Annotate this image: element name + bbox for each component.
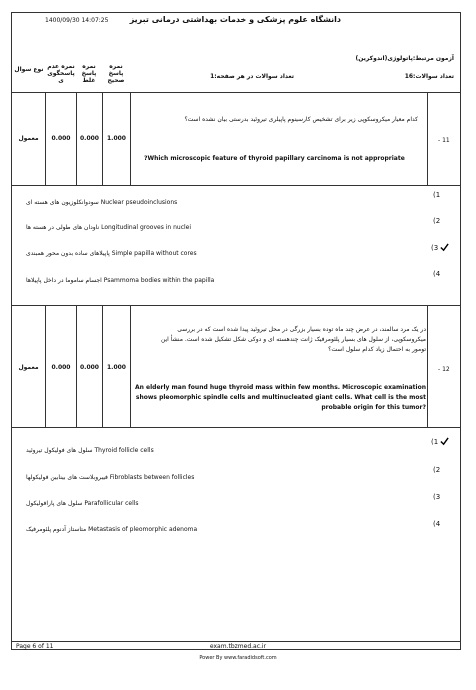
q11-option-1[interactable]: سودوانکلوزیون های هسته ای Nuclear pseudoinclusions bbox=[26, 199, 178, 206]
q11-col-sep-4 bbox=[130, 92, 131, 185]
q12-correct: 1.000 bbox=[107, 364, 126, 371]
q11-end-divider bbox=[11, 305, 461, 306]
header-divider bbox=[11, 92, 461, 93]
q12-type: معمول bbox=[18, 364, 39, 371]
q12-option-3[interactable]: سلول های پارافولیکول Parafollicular cells bbox=[26, 500, 139, 507]
check-icon bbox=[440, 437, 449, 446]
university-title: دانشگاه علوم پزشکی و خدمات بهداشتی درمانی تبریز bbox=[129, 15, 341, 24]
q11-number: - 11 bbox=[438, 137, 450, 144]
col-wrong: نمره پاسخ غلط bbox=[81, 63, 97, 84]
q11-option-4[interactable]: اجسام ساموما در داخل پاپیلاها Psammoma bodies within the papilla bbox=[26, 277, 215, 284]
q12-text-fa-2: میکروسکوپی، از سلول های بسیار پلئومرفیک ژانت چندهسته ای و دوکی شکل تشکیل شده است. منشأ این bbox=[160, 336, 426, 343]
q12-wrong: 0.000 bbox=[80, 364, 99, 371]
total-questions: تعداد سوالات:16 bbox=[404, 73, 454, 80]
q11-option-3-num: (3 bbox=[431, 244, 439, 252]
q12-option-4-num: (4 bbox=[433, 520, 441, 528]
print-datetime: 1400/09/30 14:07:25 bbox=[45, 17, 109, 24]
q12-option-2[interactable]: فیبروبلاست های بینابین فولیکولها Fibroblasts between follicles bbox=[26, 474, 195, 481]
q12-text-fa-3: تومور به احتمال زیاد کدام سلول است؟ bbox=[328, 346, 426, 353]
q11-divider bbox=[11, 185, 461, 186]
q12-text-en-3: ?probable origin for this tumor bbox=[321, 404, 426, 411]
q12-option-2-num: (2 bbox=[433, 466, 441, 474]
q12-option-4[interactable]: متاستاز آدنوم پلئومرفیک Metastasis of pleomorphic adenoma bbox=[26, 526, 198, 533]
q11-type: معمول bbox=[18, 135, 39, 142]
q11-option-3[interactable]: پاپیلاهای ساده بدون محور همبندی Simple papilla without cores bbox=[26, 250, 197, 257]
site-url[interactable]: exam.tbzmed.ac.ir bbox=[209, 643, 267, 650]
q11-text-en: ?Which microscopic feature of thyroid papillary carcinoma is not appropriate bbox=[144, 155, 405, 162]
footer-divider bbox=[11, 641, 461, 642]
q12-option-3-num: (3 bbox=[433, 493, 441, 501]
exam-label: آزمون مرتبط:پاتولوژی(اندوکرین) bbox=[355, 55, 454, 62]
q11-wrong: 0.000 bbox=[80, 135, 99, 142]
q11-correct: 1.000 bbox=[107, 135, 126, 142]
q12-number: - 12 bbox=[438, 366, 450, 373]
q12-text-en-1: An elderly man found huge thyroid mass within few months. Microscopic examination bbox=[135, 384, 426, 391]
page-number: Page 6 of 11 bbox=[16, 643, 54, 650]
q11-unanswered: 0.000 bbox=[51, 135, 71, 142]
q11-option-4-num: (4 bbox=[433, 270, 441, 278]
q12-option-1-num: (1 bbox=[431, 438, 439, 446]
q11-option-1-num: (1 bbox=[433, 191, 441, 199]
q11-text-fa: کدام معیار میکروسکوپی زیر برای تشخیص کارسینوم پاپیلری تیروئید بدرستی بیان نشده است؟ bbox=[184, 116, 418, 123]
q11-col-sep-5 bbox=[427, 92, 428, 185]
col-unanswered: نمره عدم پاسخگوی ی bbox=[47, 63, 75, 84]
col-correct: نمره پاسخ صحیح bbox=[107, 63, 125, 84]
q12-divider bbox=[11, 427, 461, 428]
col-type: نوع سوال bbox=[14, 66, 44, 73]
q12-text-en-2: shows pleomorphic spindle cells and multinucleated giant cells. What cell is the most bbox=[135, 394, 426, 401]
q12-unanswered: 0.000 bbox=[51, 364, 71, 371]
q12-option-1[interactable]: سلول های فولیکول تیروئید Thyroid follicle cells bbox=[26, 447, 154, 454]
check-icon bbox=[440, 243, 449, 252]
q12-text-fa-1: در یک مرد سالمند، در عرض چند ماه توده بسیار بزرگی در محل تیروئید پیدا شده است که در بررسی bbox=[177, 326, 426, 333]
powered-by[interactable]: Power By www.faradidsoft.com bbox=[199, 655, 277, 661]
questions-per-page: تعداد سوالات در هر صفحه:1 bbox=[210, 73, 294, 80]
q11-option-2-num: (2 bbox=[433, 217, 441, 225]
q12-col-sep-5 bbox=[427, 305, 428, 427]
q11-option-2[interactable]: ناودان های طولی در هسته ها Longitudinal grooves in nuclei bbox=[26, 224, 192, 231]
